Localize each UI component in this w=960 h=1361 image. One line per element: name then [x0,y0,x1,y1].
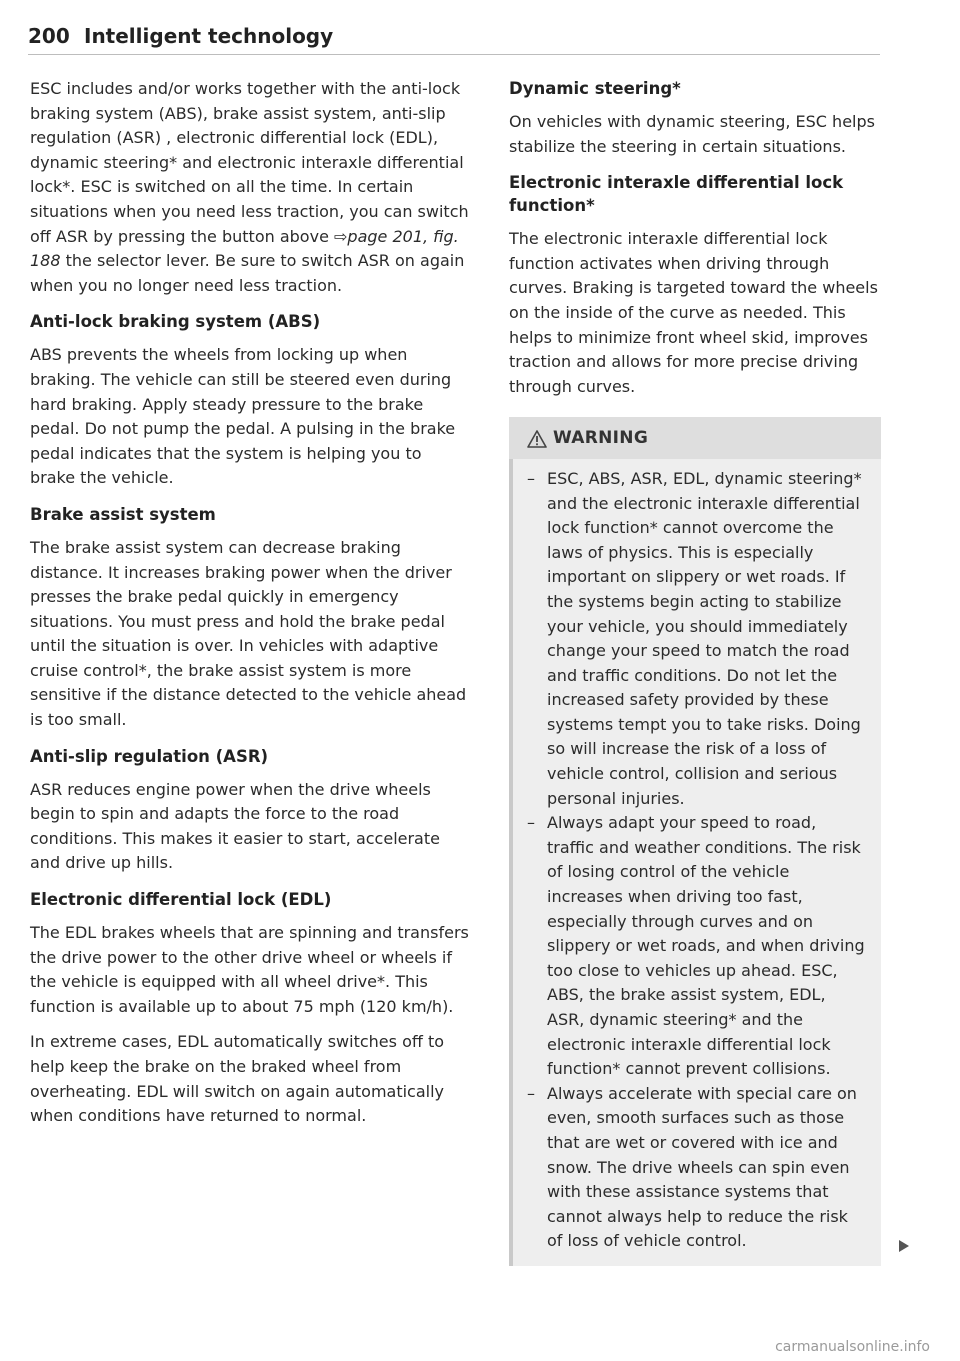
intro-text: ESC includes and/or works together with the anti-lock braking system (ABS), brake assist system, anti-slip regulation (ASR) , electronic differential lock (EDL), dynamic steering* and electronic interaxle differential lock*. ESC is switched on all the time. In certain situations when you need less traction, you can switch off ASR by pressing the button above [30,79,469,246]
dynamic-steering-heading: Dynamic steering* [509,79,681,98]
interaxle-lock-heading: Electronic interaxle differential lock function* [509,173,844,216]
edl-heading: Electronic differential lock (EDL) [30,890,332,910]
section-title: Intelligent technology [84,24,334,48]
edl-paragraph-2: In extreme cases, EDL automatically switches off to help keep the brake on the braked wheel from overheating. EDL will switch on again automatically when conditions have returned to normal. [30,1032,445,1126]
abs-heading: Anti-lock braking system (ABS) [30,312,321,332]
dynamic-steering-paragraph: On vehicles with dynamic steering, ESC helps stabilize the steering in certain situations. [509,112,875,156]
intro-paragraph [30,77,470,298]
brake-assist-paragraph: The brake assist system can decrease braking distance. It increases braking power when the driver presses the brake pedal quickly in emergency situations. You must press and hold the brake pedal until the situation is over. In vehicles with adaptive cruise control*, the brake assist system is more sensitive if the distance detected to the vehicle ahead is too small. [30,537,467,730]
footer-watermark: carmanualsonline.info [775,1339,930,1355]
asr-heading: Anti-slip regulation (ASR) [30,746,269,766]
brake-assist-heading: Brake assist system [30,504,216,524]
abs-paragraph: ABS prevents the wheels from locking up when braking. The vehicle can still be steered even during hard braking. Apply steady pressure to the brake pedal. Do not pump the pedal. A pulsing in the brake pedal indicates that the system is helping you to brake the vehicle. [30,345,456,488]
left-column [30,77,470,1140]
arrow-right-icon: ⇨ [334,226,348,246]
warning-item: – Always accelerate with special care on even, smooth surfaces such as those that are wet or covered with ice and snow. The drive wheels can spin even with these assistance systems that cannot always help to reduce the risk of loss of vehicle control. [527,1082,867,1254]
asr-paragraph: ASR reduces engine power when the drive wheels begin to spin and adapts the force to the road conditions. This makes it easier to start, accelerate and drive up hills. [30,779,440,873]
continue-arrow-icon [899,1240,909,1252]
warning-title: WARNING [553,428,649,449]
right-column [509,77,881,1266]
page-header [28,24,880,55]
page-number: 200 [28,24,70,48]
warning-list [527,467,867,1254]
warning-item: – ESC, ABS, ASR, EDL, dynamic steering* and the electronic interaxle differential lock function* cannot overcome the laws of physics. This is especially important on slippery or wet roads. If the systems begin acting to stabilize your vehicle, you should immediately change your speed to match the road and traffic conditions. Do not let the increased safety provided by these systems tempt you to take risks. Doing so will increase the risk of a loss of vehicle control, collision and serious personal injuries. [527,467,867,811]
interaxle-lock-paragraph: The electronic interaxle differential lock function activates when driving through curves. Braking is targeted toward the wheels on the inside of the curve as needed. This helps to minimize front wheel skid, improves traction and allows for more precise driving through curves. [509,229,878,396]
intro-tail-text: the selector lever. Be sure to switch ASR on again when you no longer need less traction. [30,251,465,295]
warning-header [509,417,881,459]
page-reference-text: page 201, fig. 188 [30,226,459,271]
warning-triangle-icon [527,430,547,448]
edl-paragraph-1: The EDL brakes wheels that are spinning and transfers the drive power to the other drive wheel or wheels if the vehicle is equipped with all wheel drive*. This function is available up to about 75 mph (120 km/h). [30,923,469,1016]
warning-item: – Always adapt your speed to road, traffic and weather conditions. The risk of losing control of the vehicle increases when driving too fast, especially through curves and on slippery or wet roads, and when driving too close to vehicles up ahead. ESC, ABS, the brake assist system, EDL, ASR, dynamic steering* and the electronic interaxle differential lock function* cannot prevent collisions. [527,811,867,1082]
warning-box [509,417,881,1266]
